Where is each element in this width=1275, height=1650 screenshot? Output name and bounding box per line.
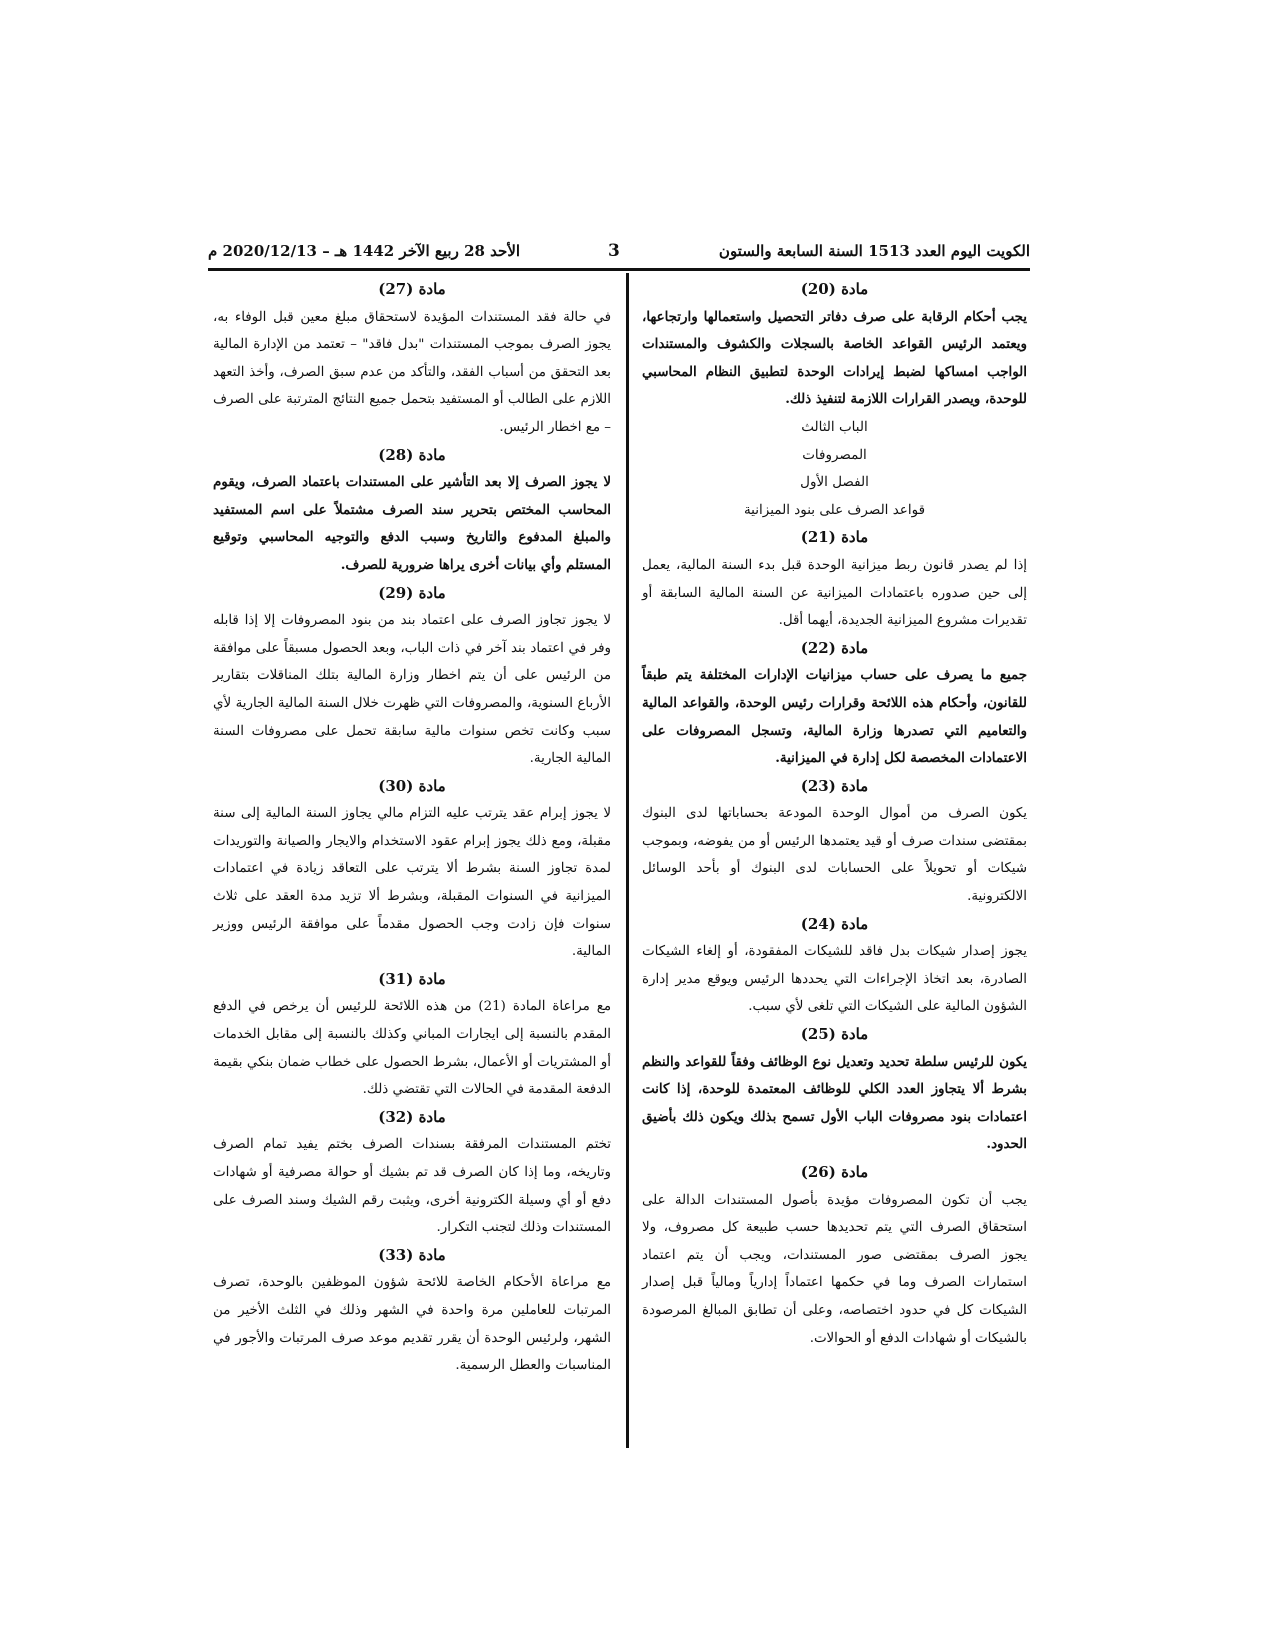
article-heading: مادة (26) [800,1163,869,1181]
article-heading: مادة (21) [800,528,869,547]
right-column [642,276,1027,1352]
article-heading: مادة (24) [800,914,869,933]
page-number: 3 [608,241,620,261]
article-body: جميع ما يصرف على حساب ميزانيات الإدارات المختلفة يتم طبقاً للقانون، وأحكام هذه اللائحة وقرارات رئيس الوحدة، والقواعد المالية والتعاميم التي تصدرها وزارة المالية، وتسجل المصروفات على الاعتمادات المخصصة لكل إدارة في الميزانية. [642,667,1027,767]
article-body: يكون للرئيس سلطة تحديد وتعديل نوع الوظائف وفقاً للقواعد والنظم بشرط ألا يتجاوز العدد الكلي للوظائف المعتمدة للوحدة، إذا كانت اعتمادات بنود مصروفات الباب الأول تسمح بذلك ويكون ذلك بأضيق الحدود. [642,1053,1027,1153]
article-body: لا يجوز تجاوز الصرف على اعتماد بند من بنود المصروفات إلا إذا قابله وفر في اعتماد بند آخر في ذات الباب، وبعد الحصول مسبقاً على موافقة من الرئيس على أن يتم اخطار وزارة المالية بتلك المناقلات بتقارير الأرباع السنوية، والمصروفات التي ظهرت خلال السنة المالية الجارية لأي سبب وكانت تخص سنوات مالية سابقة تحمل على مصروفات السنة المالية الجارية. [213,613,611,767]
article-body: مع مراعاة الأحكام الخاصة للائحة شؤون الموظفين بالوحدة، تصرف المرتبات للعاملين مرة واحدة في الشهر وذلك في الثلث الأخير من الشهر، ولرئيس الوحدة أن يقرر تقديم موعد صرف المرتبات والأجور في المناسبات والعطل الرسمية. [213,1275,611,1374]
article-heading: مادة (22) [800,638,869,657]
article-body: في حالة فقد المستندات المؤيدة لاستحقاق مبلغ معين قبل الوفاء به، يجوز الصرف بموجب المستندات "بدل فاقد" – تعتمد من الإدارة المالية بعد التحقق من أسباب الفقد، والتأكد من عدم سبق الصرف، وأخذ التعهد اللازم على الطالب أو المستفيد بتحمل جميع النتائج المترتبة على الصرف – مع اخطار الرئيس. [213,309,611,435]
article-body: يجب أحكام الرقابة على صرف دفاتر التحصيل واستعمالها وارتجاعها، ويعتمد الرئيس القواعد الخاصة بالسجلات والكشوف والمستندات الواجب امساكها لضبط إيرادات الوحدة لتطبيق النظام المحاسبي للوحدة، ويصدر القرارات اللازمة لتنفيذ ذلك. [642,308,1027,408]
article-body: إذا لم يصدر قانون ربط ميزانية الوحدة قبل بدء السنة المالية، يعمل إلى حين صدوره باعتمادات الميزانية عن السنة المالية السابقة أو تقديرات مشروع الميزانية الجديدة، أيهما أقل. [642,557,1027,629]
section-heading: الباب الثالث [801,418,868,435]
header-issue-info: الكويت اليوم العدد 1513 السنة السابعة والستون [718,242,1030,260]
article-body: لا يجوز الصرف إلا بعد التأشير على المستندات باعتماد الصرف، ويقوم المحاسب المختص بتحرير سند الصرف مشتملاً على اسم المستفيد والمبلغ المدفوع والتاريخ وسبب الدفع والتوجيه المحاسبي وتوقيع المستلم وأي بيانات أخرى يراها ضرورية للصرف. [213,474,611,573]
article-body: تختم المستندات المرفقة بسندات الصرف بختم يفيد تمام الصرف وتاريخه، وما إذا كان الصرف قد تم بشيك أو حوالة مصرفية أو شهادات دفع أو أي وسيلة الكترونية أخرى، ويثبت رقم الشيك وسند الصرف على المستندات وذلك لتجنب التكرار. [213,1137,611,1236]
section-heading: قواعد الصرف على بنود الميزانية [743,501,926,518]
article-heading: مادة (28) [378,445,446,464]
column-divider [626,273,629,1448]
page-header [208,238,1030,268]
section-heading: المصروفات [802,446,867,463]
section-heading: الفصل الأول [800,474,869,491]
left-column [213,276,611,1380]
header-date: الأحد 28 ربيع الآخر 1442 هـ – 2020/12/13 م [208,242,521,260]
article-heading: مادة (30) [378,776,446,795]
article-heading: مادة (31) [378,969,446,988]
article-heading: مادة (33) [378,1245,446,1264]
article-heading: مادة (32) [378,1107,446,1126]
article-heading: مادة (20) [800,280,869,298]
article-body: مع مراعاة المادة (21) من هذه اللائحة للرئيس أن يرخص في الدفع المقدم بالنسبة إلى ايجارات المباني وكذلك بالنسبة إلى مقابل الخدمات أو المشتريات أو الأعمال، بشرط الحصول على خطاب ضمان بنكي بقيمة الدفعة المقدمة في الحالات التي تقتضي ذلك. [213,999,611,1098]
article-heading: مادة (25) [800,1025,869,1044]
article-body: يجوز إصدار شيكات بدل فاقد للشيكات المفقودة، أو إلغاء الشيكات الصادرة، بعد اتخاذ الإجراءات التي يحددها الرئيس ويوقع مدير إدارة الشؤون المالية على الشيكات التي تلغى لأي سبب. [642,944,1027,1015]
article-heading: مادة (27) [378,280,446,298]
header-rule [208,268,1030,271]
article-body: يجب أن تكون المصروفات مؤيدة بأصول المستندات الدالة على استحقاق الصرف التي يتم تحديدها حسب طبيعة كل مصروف، ولا يجوز الصرف بمقتضى صور المستندات، ويجب أن يتم اعتماد استمارات الصرف وما في حكمها اعتماداً إدارياً ومالياً قبل إصدار الشيكات كل في حدود اختصاصه، وعلى أن تطابق المبالغ المرصودة بالشيكات أو شهادات الدفع أو الحوالات. [642,1192,1027,1346]
article-heading: مادة (29) [378,583,446,602]
article-body: لا يجوز إبرام عقد يترتب عليه التزام مالي يجاوز السنة المالية إلى سنة مقبلة، ومع ذلك يجوز إبرام عقود الاستخدام والايجار والصيانة والتوريدات لمدة تجاوز السنة بشرط ألا يترتب على التعاقد زيادة في اعتمادات الميزانية في السنوات المقبلة، وبشرط ألا تزيد مدة العقد على ثلاث سنوات فإن زادت وجب الحصول مقدماً على موافقة الرئيس ووزير المالية. [213,806,611,960]
article-heading: مادة (23) [800,776,869,795]
article-body: يكون الصرف من أموال الوحدة المودعة بحساباتها لدى البنوك بمقتضى سندات صرف أو قيد يعتمدها الرئيس أو من يفوضه، وبموجب شيكات أو تحويلاً على الحسابات لدى البنوك أو بأحد الوسائل الالكترونية. [642,806,1027,905]
